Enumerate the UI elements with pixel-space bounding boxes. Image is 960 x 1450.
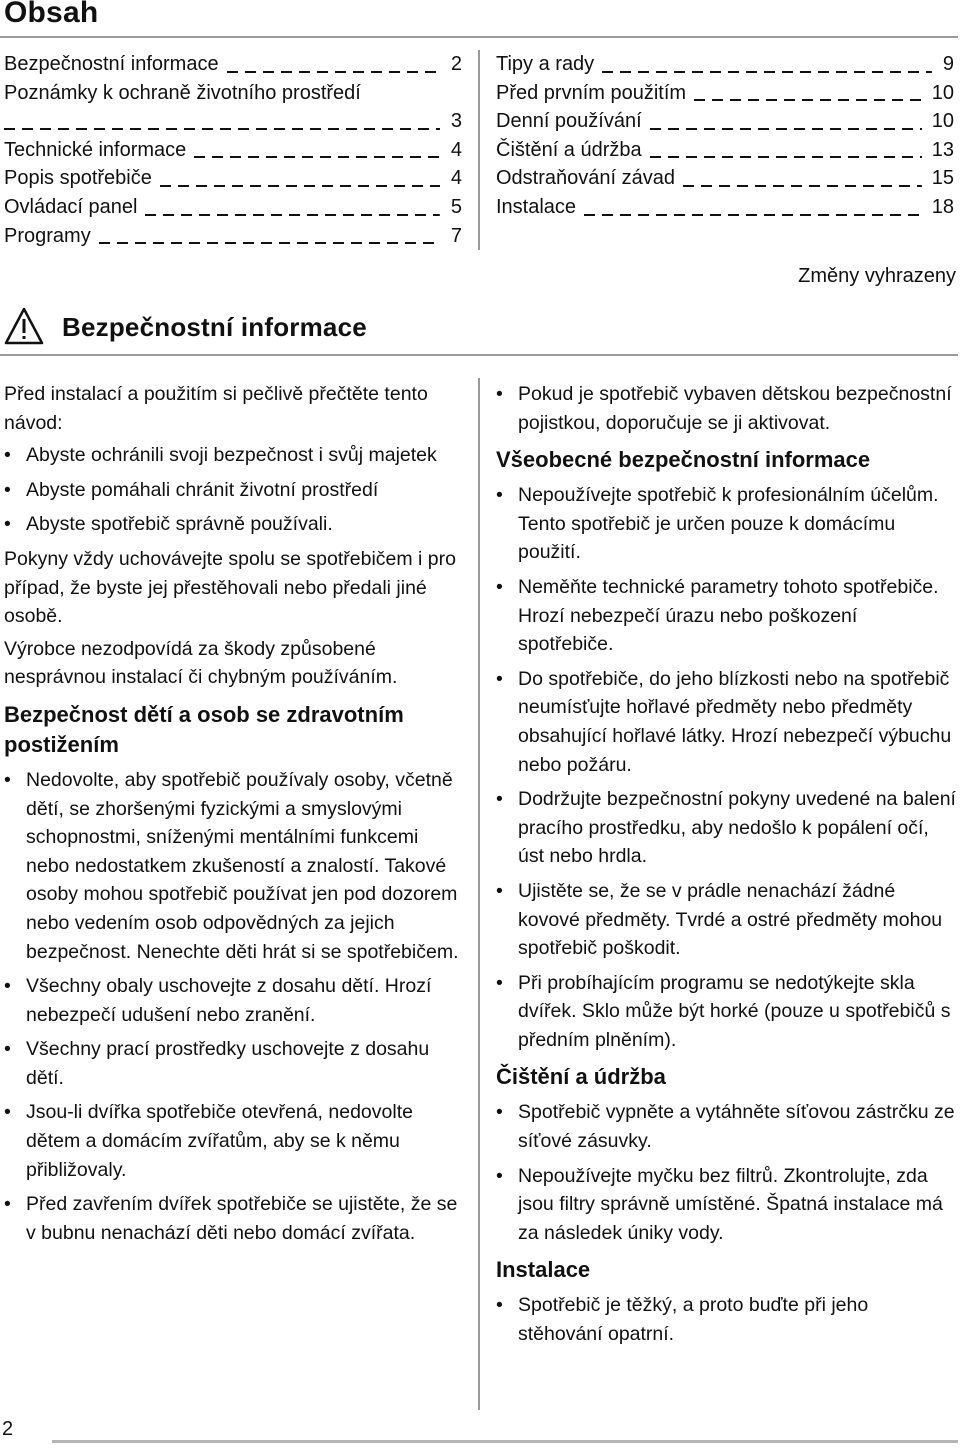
list-item: • Před zavřením dvířek spotřebiče se ujistěte, že se v bubnu nenachází děti nebo domácí zvířata. [4, 1190, 464, 1247]
list-item: • Všechny obaly uschovejte z dosahu dětí. Hrozí nebezpečí udušení nebo zranění. [4, 972, 464, 1029]
right-text-column [496, 380, 956, 1355]
toc-entry[interactable] [4, 222, 462, 251]
toc-entry-label: Čištění a údržba [496, 138, 642, 161]
list-item: • Do spotřebiče, do jeho blízkosti nebo na spotřebič neumísťujte hořlavé předměty nebo předměty obsahující hořlavé látky. Hrozí nebezpečí výbuchu nebo požáru. [496, 665, 956, 779]
intro-bullet-list [4, 441, 464, 539]
toc-entry[interactable] [4, 50, 462, 79]
toc-column-divider [478, 50, 480, 250]
list-item: • Nepoužívejte myčku bez filtrů. Zkontrolujte, zda jsou filtry správně umístěné. Špatná instalace má za následek úniky vody. [496, 1162, 956, 1248]
toc-entry[interactable] [496, 50, 954, 79]
toc-entry-page: 9 [942, 53, 954, 75]
footer-rule [52, 1440, 958, 1443]
section-title: Bezpečnostní informace [62, 312, 367, 342]
toc-right-column [496, 50, 954, 222]
toc-entry[interactable] [4, 107, 462, 136]
toc-entry-label: Před prvním použitím [496, 81, 687, 104]
toc-entry-label: Denní používání [496, 110, 642, 133]
toc-entry-page: 5 [450, 195, 462, 218]
list-item: • Spotřebič vypněte a vytáhněte síťovou zástrčku ze síťové zásuvky. [496, 1098, 956, 1155]
toc-leader [160, 183, 440, 187]
toc-entry-label: Ovládací panel [4, 195, 138, 218]
toc-entry[interactable] [496, 136, 954, 165]
toc-entry[interactable] [4, 136, 462, 165]
toc-entry-label: Technické informace [4, 138, 187, 161]
list-item: • Nedovolte, aby spotřebič používaly osoby, včetně dětí, se zhoršenými fyzickými a smyslovými schopnostmi, sníženými mentálními funkcemi nebo nedostatkem zkušeností a znalostí. Takové osoby mohou spotřebič používat jen pod dozorem nebo vedením osob odpovědných za jejich bezpečnost. Nenechte děti hrát si se spotřebičem. [4, 766, 464, 966]
child-lock-list [496, 380, 956, 437]
general-safety-list [496, 481, 956, 1054]
toc-leader [694, 97, 922, 101]
toc-entry-label: Popis spotřebiče [4, 167, 152, 190]
list-item: • Abyste ochránili svoji bezpečnost i svůj majetek [4, 441, 464, 470]
toc-entry-page: 4 [450, 138, 462, 161]
list-item: • Při probíhajícím programu se nedotýkejte skla dvířek. Sklo může být horké (pouze u spotřebičů s předním plněním). [496, 969, 956, 1055]
toc-leader [683, 183, 922, 187]
general-safety-heading: Všeobecné bezpečnostní informace [496, 447, 871, 473]
list-item: • Nepoužívejte spotřebič k profesionálním účelům. Tento spotřebič je určen pouze k domácímu použití. [496, 481, 956, 567]
toc-leader [4, 126, 440, 130]
installation-heading: Instalace [496, 1257, 591, 1283]
toc-entry-label: Bezpečnostní informace [4, 53, 219, 75]
toc-entry[interactable] [496, 107, 954, 136]
toc-left-column [4, 50, 462, 250]
changes-reserved-note: Změny vyhrazeny [798, 265, 956, 287]
cleaning-list [496, 1098, 956, 1247]
toc-entry[interactable] [496, 193, 954, 222]
toc-entry[interactable] [4, 79, 462, 108]
toc-leader [194, 154, 440, 158]
list-item: • Spotřebič je těžký, a proto buďte při jeho stěhování opatrní. [496, 1291, 956, 1348]
list-item: • Jsou-li dvířka spotřebiče otevřená, nedovolte dětem a domácím zvířatům, aby se k němu přibližovaly. [4, 1098, 464, 1184]
toc-entry-label: Poznámky k ochraně životního prostředí [4, 81, 361, 104]
section-rule [0, 354, 958, 356]
toc-entry-label: Tipy a rady [496, 53, 595, 75]
list-item: • Všechny prací prostředky uschovejte z dosahu dětí. [4, 1035, 464, 1092]
toc-entry-label: Instalace [496, 195, 577, 218]
toc-entry-page: 7 [450, 224, 462, 247]
toc-entry[interactable] [4, 193, 462, 222]
toc-top-rule [0, 36, 958, 38]
body-column-divider [478, 378, 480, 1410]
toc-entry-page: 15 [931, 167, 954, 190]
toc-leader [145, 212, 440, 216]
toc-entry-page: 18 [931, 195, 954, 218]
toc-title: Obsah [4, 0, 99, 29]
toc-leader [602, 69, 932, 73]
toc-leader [650, 154, 922, 158]
toc-entry[interactable] [496, 164, 954, 193]
toc-leader [227, 69, 440, 73]
toc-entry-page: 13 [931, 138, 954, 161]
list-item: • Abyste pomáhali chránit životní prostředí [4, 476, 464, 505]
toc-entry[interactable] [4, 164, 462, 193]
list-item: • Ujistěte se, že se v prádle nenachází žádné kovové předměty. Tvrdé a ostré předměty mohou spotřebič poškodit. [496, 877, 956, 963]
list-item: • Abyste spotřebič správně používali. [4, 510, 464, 539]
toc-entry-page: 3 [450, 110, 462, 133]
toc-entry[interactable] [496, 79, 954, 108]
toc-leader [99, 240, 440, 244]
toc-entry-label: Odstraňování závad [496, 167, 675, 190]
toc-entry-page: 2 [450, 53, 462, 75]
children-safety-list [4, 766, 464, 1248]
liability-paragraph: Výrobce nezodpovídá za škody způsobené nesprávnou instalací či chybným používáním. [4, 637, 398, 689]
toc-entry-page: 10 [931, 110, 954, 133]
list-item: • Dodržujte bezpečnostní pokyny uvedené na balení pracího prostředku, aby nedošlo k popálení očí, úst nebo hrdla. [496, 785, 956, 871]
toc-entry-page: 10 [931, 81, 954, 104]
toc-entry-page: 4 [450, 167, 462, 190]
installation-list [496, 1291, 956, 1348]
list-item: • Neměňte technické parametry tohoto spotřebiče. Hrozí nebezpečí úrazu nebo poškození spotřebiče. [496, 573, 956, 659]
storage-paragraph: Pokyny vždy uchovávejte spolu se spotřebičem i pro případ, že byste jej přestěhovali nebo předali jiné osobě. [4, 547, 456, 628]
left-text-column [4, 380, 464, 1253]
toc-leader [584, 212, 922, 216]
list-item: • Pokud je spotřebič vybaven dětskou bezpečnostní pojistkou, doporučuje se ji aktivovat. [496, 380, 956, 437]
warning-triangle-icon [4, 306, 44, 346]
page-number: 2 [2, 1418, 14, 1440]
toc-entry-label: Programy [4, 224, 91, 247]
toc-leader [650, 126, 922, 130]
cleaning-heading: Čištění a údržba [496, 1064, 666, 1090]
intro-paragraph: Před instalací a použitím si pečlivě přečtěte tento návod: [4, 383, 428, 434]
children-safety-heading: Bezpečnost dětí a osob se zdravotním postižením [4, 701, 404, 757]
